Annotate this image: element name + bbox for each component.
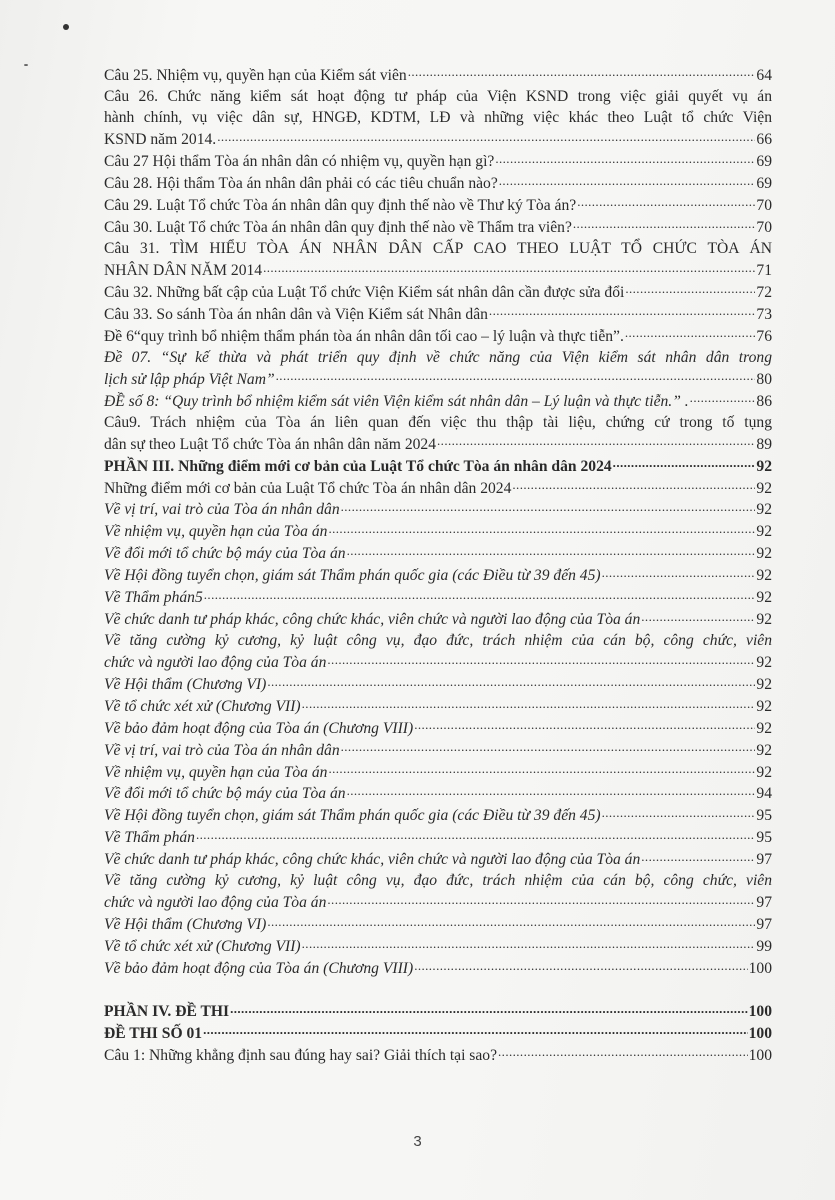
toc-entry-page: 92 [756,697,772,715]
dot-leader [573,216,756,232]
toc-entry-line [104,303,772,325]
dot-leader [341,739,756,755]
toc-entry-line [104,586,772,608]
dot-leader [302,935,756,951]
toc-entry-line [104,783,772,805]
toc-entry-page: 80 [756,370,772,388]
toc-entry-page: 92 [756,567,772,585]
dot-leader [641,608,755,624]
toc-entry [104,783,772,805]
page-number: 3 [413,1133,422,1150]
toc-entry [104,347,772,390]
toc-entry [104,717,772,739]
toc-entry-page: 97 [756,916,772,934]
toc-entry [104,172,772,194]
toc-entry-line [104,455,772,477]
toc-entry-title: Câu 30. Luật Tổ chức Tòa án nhân dân quy định thế nào về Thẩm tra viên? [104,218,572,236]
dot-leader [498,1044,748,1060]
toc-entry-title: PHẦN III. Những điểm mới cơ bản của Luật Tổ chức Tòa án nhân dân 2024 [104,457,612,475]
toc-entry-line [104,325,772,347]
toc-entry-line [104,935,772,957]
toc-entry-page: 73 [756,305,772,323]
toc-entry-line [104,150,772,172]
toc-entry-line [104,957,772,979]
toc-entry-title: Đề 6“quy trình bổ nhiệm thẩm phán tòa án nhân dân tối cao – lý luận và thực tiễn”. [104,327,624,345]
toc-entry-page: 92 [756,589,772,606]
toc-entry-wrapped-line: Về tăng cường kỷ cương, kỷ luật công vụ, đạo đức, trách nhiệm của cán bộ, công chức, viên [104,632,772,650]
toc-entry [104,849,772,871]
table-of-contents [104,64,772,1066]
toc-entry-page: 70 [756,196,772,214]
dot-leader [327,892,755,908]
toc-entry [104,695,772,717]
toc-entry-title: Những điểm mới cơ bản của Luật Tổ chức Tòa án nhân dân 2024 [104,479,512,497]
toc-entry-page: 92 [756,501,772,519]
toc-entry-page: 94 [756,785,772,803]
toc-entry-wrapped-line: Câu9. Trách nhiệm của Tòa án liên quan đến việc thu thập tài liệu, chứng cứ trong tố tụng [104,413,772,431]
toc-entry-wrapped-line: Về tăng cường kỷ cương, kỷ luật công vụ, đạo đức, trách nhiệm của cán bộ, công chức, viên [104,872,772,890]
toc-entry-line [104,892,772,914]
toc-entry [104,194,772,216]
toc-entry-page: 89 [756,435,772,453]
toc-entry-title: Về bảo đảm hoạt động của Tòa án (Chương VIII) [104,719,414,737]
toc-entry [104,805,772,827]
dot-leader [437,433,755,449]
toc-entry-line [104,477,772,499]
dot-leader [203,1022,748,1038]
toc-entry-line [104,216,772,238]
toc-entry-title: chức và người lao động của Tòa án [104,894,327,912]
toc-entry-page: 100 [748,959,772,977]
toc-entry-line [104,499,772,521]
toc-entry [104,303,772,325]
toc-entry [104,565,772,587]
dot-leader [204,586,756,602]
toc-entry-title: Về chức danh tư pháp khác, công chức khác, viên chức và người lao động của Tòa án [104,851,641,869]
toc-entry-page: 92 [756,741,772,759]
dot-leader [328,761,755,777]
toc-entry [104,521,772,543]
toc-entry-title: Về tổ chức xét xử (Chương VII) [104,938,301,956]
toc-entry-title: dân sự theo Luật Tổ chức Tòa án nhân dân năm 2024 [104,435,437,453]
toc-entry [104,827,772,849]
toc-entry [104,957,772,979]
dot-leader [328,521,755,537]
toc-entry [104,455,772,477]
toc-entry-page: 70 [756,218,772,236]
toc-entry-line [104,390,772,412]
toc-entry-title: Về Hội đồng tuyển chọn, giám sát Thẩm phán quốc gia (các Điều từ 39 đến 45) [104,807,601,825]
toc-entry-line [104,608,772,630]
toc-entry-page: 92 [756,479,772,497]
toc-entry-title: Về nhiệm vụ, quyền hạn của Tòa án [104,523,328,541]
dot-leader [577,194,755,210]
toc-entry-page: 97 [756,894,772,912]
toc-entry-title: Về vị trí, vai trò của Tòa án nhân dân [104,741,340,759]
toc-entry [104,870,772,913]
toc-entry-line [104,433,772,455]
toc-entry-line [104,914,772,936]
toc-entry-page: 69 [756,152,772,170]
toc-entry-title: Câu 25. Nhiệm vụ, quyền hạn của Kiểm sát viên [104,66,407,84]
toc-entry-title: Về đổi mới tổ chức bộ máy của Tòa án [104,545,346,563]
toc-entry [104,477,772,499]
toc-entry [104,630,772,673]
toc-entry-title: Về đổi mới tổ chức bộ máy của Tòa án [104,785,346,803]
toc-entry-page: 92 [756,610,772,628]
toc-entry-line [104,761,772,783]
toc-entry [104,390,772,412]
toc-entry-title: chức và người lao động của Tòa án [104,654,327,672]
toc-entry-title: Về Thẩm phán5 [104,589,203,606]
dot-leader [341,499,756,515]
toc-entry-page: 99 [756,938,772,956]
toc-entry-page: 92 [756,719,772,737]
dot-leader [495,150,755,166]
toc-entry-page: 92 [756,523,772,541]
toc-entry-page: 92 [756,457,772,475]
dot-leader [196,827,755,843]
dot-leader [267,914,755,930]
toc-entry-line [104,281,772,303]
toc-entry-title: Về chức danh tư pháp khác, công chức khác, viên chức và người lao động của Tòa án [104,610,641,628]
toc-entry [104,412,772,455]
toc-entry-line [104,565,772,587]
dot-leader [414,717,755,733]
toc-entry-title: KSND năm 2014. [104,131,217,149]
dot-leader [499,172,756,188]
dot-leader [690,390,756,406]
toc-entry [104,64,772,86]
toc-entry-line [104,717,772,739]
toc-entry-line [104,849,772,871]
scan-speck [24,64,28,66]
toc-entry [104,543,772,565]
toc-entry [104,673,772,695]
scan-speck [63,24,69,30]
toc-entry-line [104,673,772,695]
toc-entry-title: Câu 32. Những bất cập của Luật Tổ chức Viện Kiểm sát nhân dân cần được sửa đổi [104,283,625,301]
toc-entry-wrapped-line: hành chính, vụ việc dân sự, HNGĐ, KDTM, LĐ và những việc khác theo Luật tổ chức Viện [104,109,772,127]
toc-entry-wrapped-line: Câu 31. TÌM HIỂU TÒA ÁN NHÂN DÂN CẤP CAO THEO LUẬT TỔ CHỨC TÒA ÁN [104,239,772,257]
toc-entry-line [104,64,772,86]
toc-entry-page: 92 [756,654,772,672]
toc-entry [104,216,772,238]
toc-entry-title: Câu 28. Hội thẩm Tòa án nhân dân phải có các tiêu chuẩn nào? [104,174,498,192]
toc-entry-page: 72 [756,283,772,301]
toc-entry [104,499,772,521]
toc-entry-page: 100 [748,1002,772,1020]
dot-leader [625,281,755,297]
toc-entry-line [104,521,772,543]
toc-entry-page: 66 [756,131,772,149]
toc-entry-line [104,1000,772,1022]
dot-leader [347,783,756,799]
toc-entry [104,586,772,608]
dot-leader [641,849,755,865]
toc-entry-line [104,805,772,827]
toc-entry-page: 100 [748,1046,772,1064]
dot-leader [408,64,756,80]
toc-entry [104,1022,772,1044]
toc-entry-page: 100 [748,1024,772,1042]
dot-leader [602,565,756,581]
toc-entry-wrapped-line: Câu 26. Chức năng kiểm sát hoạt động tư pháp của Viện KSND trong việc giải quyết vụ án [104,87,772,105]
toc-entry-title: ĐỀ số 8: “Quy trình bổ nhiệm kiểm sát viên Viện kiểm sát nhân dân – Lý luận và thực tiễn.” . [104,392,689,410]
toc-entry-title: ĐỀ THI SỐ 01 [104,1024,203,1042]
toc-entry-title: Câu 1: Những khẳng định sau đúng hay sai? Giải thích tại sao? [104,1046,498,1064]
dot-leader [347,543,756,559]
toc-entry-line [104,259,772,281]
toc-entry-page: 95 [756,807,772,825]
toc-entry [104,1000,772,1022]
dot-leader [302,695,756,711]
toc-entry-page: 69 [756,174,772,192]
toc-entry-line [104,128,772,150]
toc-entry-line [104,739,772,761]
dot-leader [613,455,756,471]
toc-entry-title: Về vị trí, vai trò của Tòa án nhân dân [104,501,340,519]
dot-leader [602,805,756,821]
toc-entry-title: Về nhiệm vụ, quyền hạn của Tòa án [104,763,328,781]
toc-entry-line [104,1044,772,1066]
dot-leader [217,128,755,144]
toc-entry [104,325,772,347]
dot-leader [414,957,747,973]
toc-entry-page: 92 [756,763,772,781]
toc-entry [104,238,772,281]
toc-entry-title: Về Hội thẩm (Chương VI) [104,675,267,693]
dot-leader [263,259,755,275]
dot-leader [276,368,756,384]
toc-entry-page: 92 [756,545,772,563]
toc-entry-page: 95 [756,829,772,847]
toc-entry-line [104,651,772,673]
toc-entry-title: Câu 33. So sánh Tòa án nhân dân và Viện Kiểm sát Nhân dân [104,305,488,323]
toc-entry-line [104,368,772,390]
toc-entry [104,86,772,150]
toc-entry [104,281,772,303]
toc-entry-line [104,194,772,216]
toc-entry-title: Về tổ chức xét xử (Chương VII) [104,697,301,715]
toc-entry [104,739,772,761]
toc-entry-title: Câu 29. Luật Tổ chức Tòa án nhân dân quy định thế nào về Thư ký Tòa án? [104,196,577,214]
dot-leader [327,651,755,667]
toc-entry-title: Câu 27 Hội thẩm Tòa án nhân dân có nhiệm vụ, quyền hạn gì? [104,152,495,170]
dot-leader [625,325,756,341]
dot-leader [230,1000,748,1016]
toc-entry [104,1044,772,1066]
toc-entry-title: PHẦN IV. ĐỀ THI [104,1002,230,1020]
toc-entry-page: 92 [756,675,772,693]
toc-entry-page: 97 [756,851,772,869]
toc-entry-title: Về Hội thẩm (Chương VI) [104,916,267,934]
toc-entry [104,935,772,957]
dot-leader [267,673,755,689]
toc-entry [104,761,772,783]
toc-entry-line [104,827,772,849]
toc-entry-line [104,695,772,717]
toc-entry-page: 64 [756,66,772,84]
toc-entry [104,608,772,630]
toc-entry-title: lịch sử lập pháp Việt Nam” [104,370,275,388]
toc-entry-line [104,172,772,194]
toc-entry-page: 71 [756,261,772,279]
toc-entry-page: 76 [756,327,772,345]
toc-entry-title: Về Hội đồng tuyển chọn, giám sát Thẩm phán quốc gia (các Điều từ 39 đến 45) [104,567,601,585]
toc-entry [104,150,772,172]
toc-entry-wrapped-line: Đề 07. “Sự kế thừa và phát triển quy định về chức năng của Viện kiểm sát nhân dân trong [104,348,772,366]
toc-entry-page: 86 [756,392,772,410]
dot-leader [512,477,755,493]
toc-entry-title: Về bảo đảm hoạt động của Tòa án (Chương VIII) [104,959,414,977]
dot-leader [489,303,755,319]
toc-entry [104,914,772,936]
toc-entry-line [104,1022,772,1044]
toc-entry-title: Về Thẩm phán [104,829,195,847]
toc-entry-line [104,543,772,565]
toc-entry-title: NHÂN DÂN NĂM 2014 [104,261,263,279]
